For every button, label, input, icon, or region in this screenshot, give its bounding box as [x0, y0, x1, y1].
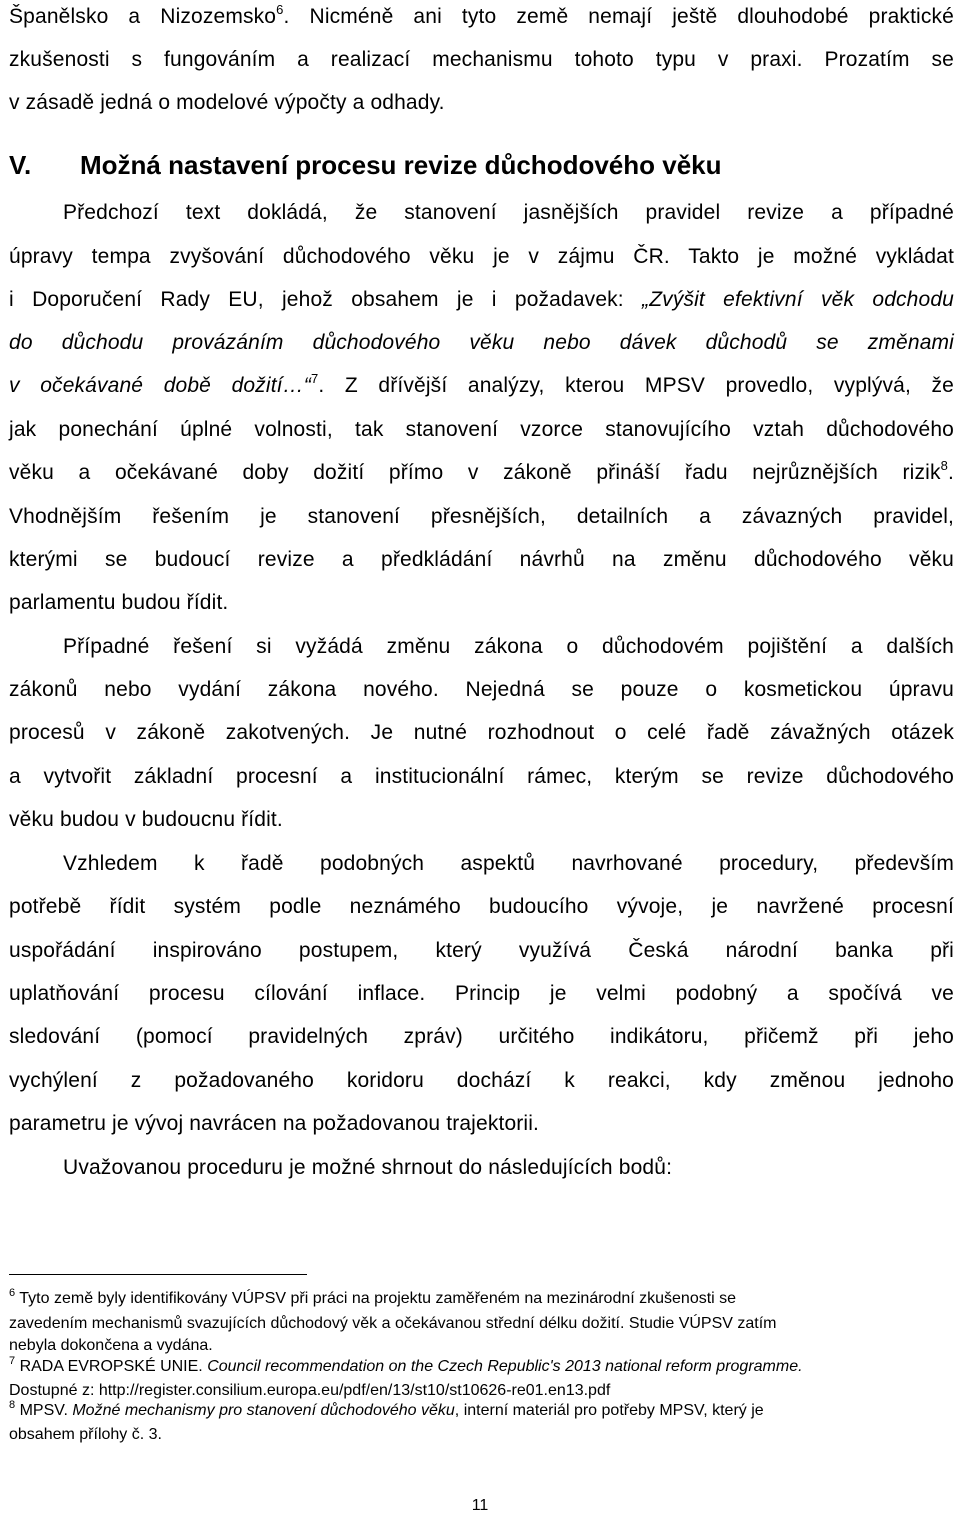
footnote-number: 7 — [9, 1355, 16, 1367]
footnote-7-link[interactable]: Dostupné z: http://register.consilium.europa.eu/pdf/en/13/st10/st10626-re01.en13.pdf — [9, 1382, 611, 1399]
paragraph-line: i Doporučení Rady EU, jehož obsahem je i požadavek: „Zvýšit efektivní věk odchodu — [9, 288, 954, 311]
footnote-ref[interactable]: 6 — [276, 2, 284, 17]
footnote-7: $^7$ RADA EVROPSKÉ UNIE. Council recommendation on the Czech Republic's 2013 national reform programme. — [9, 1355, 803, 1375]
paragraph-line: Vzhledem k řadě podobných aspektů navrhované procedury, především — [63, 852, 954, 875]
paragraph-line: Předchozí text dokládá, že stanovení jasnějších pravidel revize a případné — [63, 201, 954, 224]
footnote-8-line: obsahem přílohy č. 3. — [9, 1426, 162, 1443]
paragraph-line: parametru je vývoj navrácen na požadovanou trajektorii. — [9, 1112, 540, 1135]
paragraph-line: potřebě řídit systém podle neznámého budoucího vývoje, je navržené procesní — [9, 895, 954, 918]
paragraph-line: úpravy tempa zvyšování důchodového věku je v zájmu ČR. Takto je možné vykládat — [9, 245, 954, 268]
paragraph-line: v zásadě jedná o modelové výpočty a odhady. — [9, 91, 445, 114]
paragraph-line: věku a očekávané doby dožití přímo v zákoně přináší řadu nejrůznějších rizik$^8$. — [9, 458, 954, 484]
paragraph-line: Uvažovanou proceduru je možné shrnout do následujících bodů: — [63, 1156, 673, 1179]
paragraph-line: Případné řešení si vyžádá změnu zákona o důchodovém pojištění a dalších — [63, 635, 954, 658]
paragraph-line: jak ponechání úplné volnosti, tak stanovení vzorce stanovujícího vztah důchodového — [9, 418, 954, 441]
paragraph-line: vychýlení z požadovaného koridoru dochází k reakci, kdy změnou jednoho — [9, 1069, 954, 1092]
footnote-number: 8 — [9, 1399, 16, 1411]
footnote-number: 6 — [9, 1287, 16, 1299]
paragraph-line: procesů v zákoně zakotvených. Je nutné rozhodnout o celé řadě závažných otázek — [9, 721, 954, 744]
paragraph-line: zkušenosti s fungováním a realizací mechanismu tohoto typu v praxi. Prozatím se — [9, 48, 954, 71]
footnote-6-line: nebyla dokončena a vydána. — [9, 1337, 213, 1354]
section-number: V. — [9, 150, 32, 180]
footnote-separator — [9, 1274, 307, 1275]
paragraph-line: a vytvořit základní procesní a institucionální rámec, kterým se revize důchodového — [9, 765, 954, 788]
paragraph-line: Španělsko a Nizozemsko$^6$. Nicméně ani tyto země nemají ještě dlouhodobé praktické — [9, 2, 954, 28]
paragraph-line: sledování (pomocí pravidelných zpráv) určitého indikátoru, přičemž při jeho — [9, 1025, 954, 1048]
paragraph-line: Vhodnějším řešením je stanovení přesnějších, detailních a závazných pravidel, — [9, 505, 954, 528]
paragraph-line: kterými se budoucí revize a předkládání návrhů na změnu důchodového věku — [9, 548, 954, 571]
paragraph-line: věku budou v budoucnu řídit. — [9, 808, 283, 831]
footnote-6-line: zavedením mechanismů svazujících důchodový věk a očekávanou střední délku dožití. Studie VÚPSV zatím — [9, 1315, 777, 1332]
paragraph-line: uspořádání inspirováno postupem, který využívá Česká národní banka při — [9, 939, 954, 962]
quote-text: „Zvýšit efektivní věk odchodu — [642, 288, 954, 311]
section-heading — [9, 149, 722, 181]
paragraph-line: zákonů nebo vydání zákona nového. Nejedná se pouze o kosmetickou úpravu — [9, 678, 954, 701]
footnote-ref[interactable]: 8 — [940, 458, 948, 473]
paragraph-line: do důchodu provázáním důchodového věku nebo dávek důchodů se změnami — [9, 331, 954, 354]
paragraph-line: parlamentu budou řídit. — [9, 591, 229, 614]
paragraph-line: v očekávané době dožití…“$^7$. Z dřívější analýzy, kterou MPSV provedlo, vyplývá, že — [9, 371, 954, 397]
page-number: 11 — [471, 1497, 489, 1514]
footnote-8: $^8$ MPSV. Možné mechanismy pro stanovení důchodového věku, interní materiál pro potřeby MPSV, který je — [9, 1399, 764, 1419]
quote-text: v očekávané době dožití…“ — [9, 374, 311, 397]
section-title: Možná nastavení procesu revize důchodového věku — [80, 150, 722, 180]
paragraph-line: uplatňování procesu cílování inflace. Princip je velmi podobný a spočívá ve — [9, 982, 954, 1005]
footnote-ref[interactable]: 7 — [310, 371, 319, 386]
footnote-6: $^6$ Tyto země byly identifikovány VÚPSV při práci na projektu zaměřeném na mezinárodní zkušenosti se — [9, 1287, 737, 1307]
